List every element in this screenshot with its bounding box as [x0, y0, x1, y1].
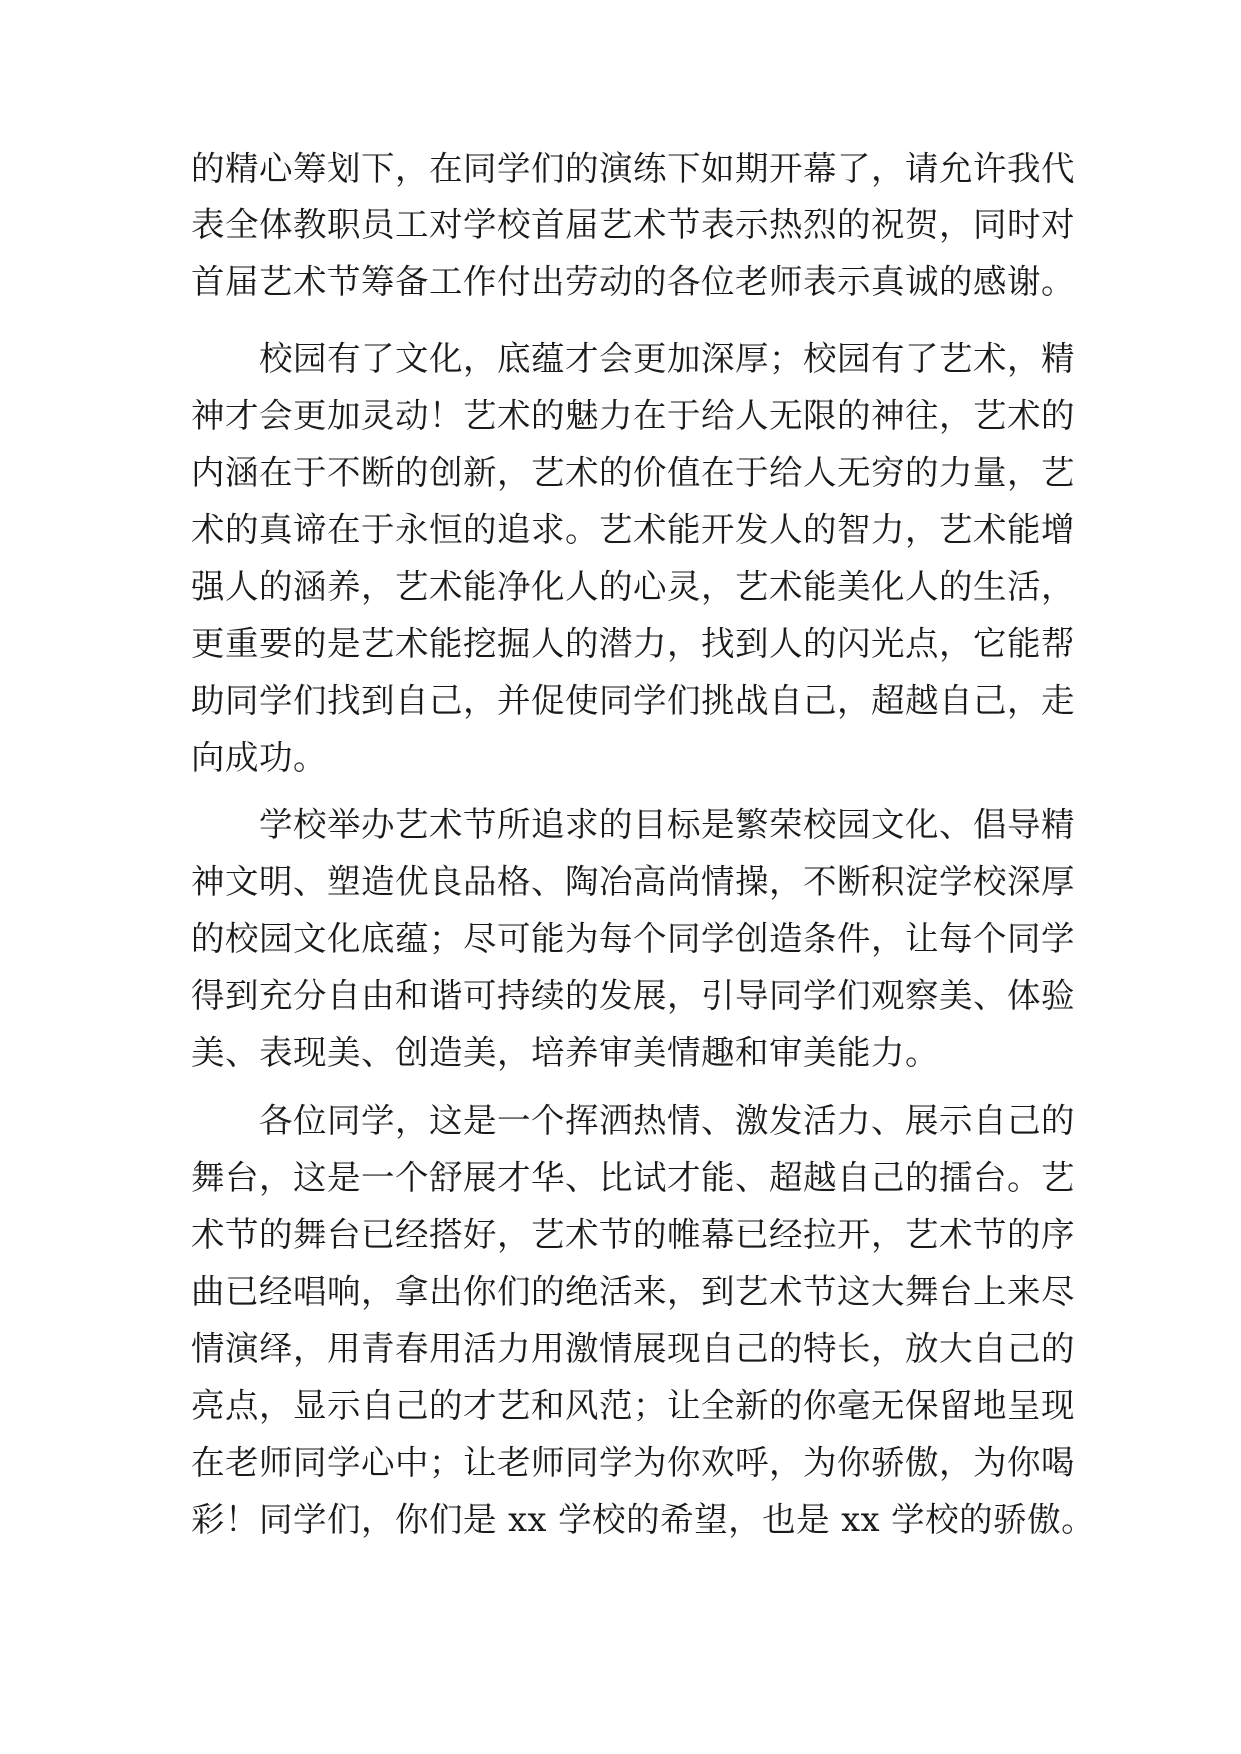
text-line: 助同学们找到自己，并促使同学们挑战自己，超越自己，走: [191, 681, 1075, 720]
text-line: 情演绎，用青春用活力用激情展现自己的特长，放大自己的: [191, 1329, 1075, 1368]
text-line: 术节的舞台已经搭好，艺术节的帷幕已经拉开，艺术节的序: [191, 1215, 1075, 1254]
text-line: 美、表现美、创造美，培养审美情趣和审美能力。: [191, 1033, 939, 1072]
text-line: 的校园文化底蕴；尽可能为每个同学创造条件，让每个同学: [191, 919, 1075, 958]
text-line: 在老师同学心中；让老师同学为你欢呼，为你骄傲，为你喝: [191, 1443, 1075, 1482]
text-line: 强人的涵养，艺术能净化人的心灵，艺术能美化人的生活，: [191, 567, 1075, 606]
text-line: 神文明、塑造优良品格、陶冶高尚情操，不断积淀学校深厚: [191, 862, 1075, 901]
text-line: 向成功。: [191, 738, 327, 777]
text-line: 更重要的是艺术能挖掘人的潜力，找到人的闪光点，它能帮: [191, 624, 1075, 663]
text-line: 表全体教职员工对学校首届艺术节表示热烈的祝贺，同时对: [191, 205, 1075, 244]
text-line: 舞台，这是一个舒展才华、比试才能、超越自己的擂台。艺: [191, 1158, 1075, 1197]
text-line: 首届艺术节筹备工作付出劳动的各位老师表示真诚的感谢。: [191, 262, 1075, 301]
text-line: 校园有了文化，底蕴才会更加深厚；校园有了艺术，精: [191, 339, 1075, 378]
text-line: 各位同学，这是一个挥洒热情、激发活力、展示自己的: [191, 1101, 1075, 1140]
text-line: 神才会更加灵动！艺术的魅力在于给人无限的神往，艺术的: [191, 396, 1075, 435]
text-line: 亮点，显示自己的才艺和风范；让全新的你毫无保留地呈现: [191, 1386, 1075, 1425]
text-line: 彩！同学们，你们是 xx 学校的希望，也是 xx 学校的骄傲。: [191, 1500, 1096, 1539]
text-line: 曲已经唱响，拿出你们的绝活来，到艺术节这大舞台上来尽: [191, 1272, 1075, 1311]
text-line: 内涵在于不断的创新，艺术的价值在于给人无穷的力量，艺: [191, 453, 1075, 492]
text-line: 术的真谛在于永恒的追求。艺术能开发人的智力，艺术能增: [191, 510, 1075, 549]
text-line: 学校举办艺术节所追求的目标是繁荣校园文化、倡导精: [191, 805, 1075, 844]
text-line: 的精心筹划下，在同学们的演练下如期开幕了，请允许我代: [191, 149, 1075, 188]
text-line: 得到充分自由和谐可持续的发展，引导同学们观察美、体验: [191, 976, 1075, 1015]
